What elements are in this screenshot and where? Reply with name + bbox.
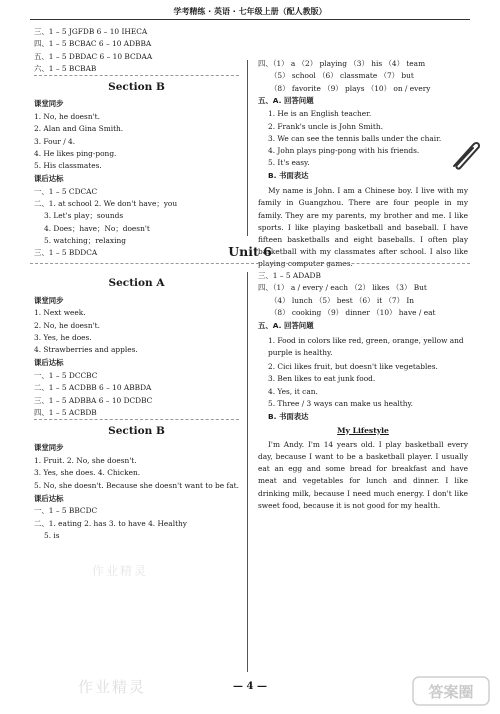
answer-line: （5） school （6） classmate （7） but bbox=[270, 71, 414, 81]
subhead-ketang: 课堂同步 bbox=[34, 443, 64, 453]
answer-line: 五、1 – 5 DBDAC 6 – 10 BCDAA bbox=[34, 51, 153, 61]
answer-line: 二、1. at school 2. We don't have；you bbox=[34, 199, 178, 209]
answer-line: 1. Food in colors like red, green, orange, yellow and purple is healthy. bbox=[268, 335, 464, 358]
answer-line: 1. He is an English teacher. bbox=[268, 109, 372, 119]
answer-line: 4. Strawberries and apples. bbox=[34, 345, 138, 355]
answer-line: 六、1 – 5 BCBAB bbox=[34, 63, 97, 73]
unit-rule bbox=[30, 263, 470, 264]
answer-line: 3. Let's play；sounds bbox=[44, 211, 124, 221]
answer-line: 一、1 – 5 DCCBC bbox=[34, 371, 98, 381]
answer-line: （4） lunch （5） best （6） it （7） In bbox=[270, 295, 415, 305]
section-title: Section B bbox=[34, 425, 239, 438]
answer-line: 5. is bbox=[44, 530, 60, 540]
answer-line: 三、1 – 5 JGFDB 6 – 10 IHECA bbox=[34, 27, 148, 36]
subhead-kehou: 课后达标 bbox=[34, 174, 64, 184]
unit5-right-column bbox=[258, 60, 468, 273]
answer-line: 三、1 – 5 ADADB bbox=[258, 271, 321, 280]
answer-line: 四、1 – 5 BCBAC 6 – 10 ADBBA bbox=[34, 39, 152, 49]
answer-line: 三、1 – 5 ADBBA 6 – 10 DCDBC bbox=[34, 395, 153, 405]
watermark-stamp-text: 答案圈 bbox=[428, 683, 474, 701]
column-divider bbox=[247, 60, 248, 236]
answer-line: 5. It's easy. bbox=[268, 158, 310, 168]
answer-line: 一、1 – 5 BBCDC bbox=[34, 506, 98, 516]
answer-line: 3. Four / 4. bbox=[34, 136, 76, 146]
subhead-b: B. 书面表达 bbox=[268, 411, 309, 421]
answer-line: 5. His classmates. bbox=[34, 161, 102, 171]
unit6-right-column bbox=[258, 272, 468, 514]
answer-line: 2. Alan and Gina Smith. bbox=[34, 124, 124, 134]
unit5-left-column bbox=[34, 28, 239, 262]
answer-line: 2. No, he doesn't. bbox=[34, 320, 100, 330]
answer-line: 1. No, he doesn't. bbox=[34, 112, 100, 122]
answer-line: 5. No, she doesn't. Because she doesn't want to be fat. bbox=[34, 480, 239, 490]
essay-title: My Lifestyle bbox=[337, 425, 389, 435]
page-number: — 4 — bbox=[233, 681, 267, 692]
answer-line: （8） cooking （9） dinner （10） have / eat bbox=[270, 307, 436, 317]
column-divider bbox=[247, 272, 248, 672]
watermark-stamp bbox=[412, 674, 490, 708]
answer-line: 2. Frank's uncle is John Smith. bbox=[268, 121, 383, 131]
answer-line: 4. Yes, it can. bbox=[268, 386, 318, 396]
subhead-ketang: 课堂同步 bbox=[34, 295, 64, 305]
subhead-b: B. 书面表达 bbox=[268, 171, 309, 181]
answer-line: 3. Ben likes to eat junk food. bbox=[268, 374, 376, 384]
answer-line: 四、1 – 5 ACBDB bbox=[34, 407, 97, 417]
essay-paragraph: My name is John. I am a Chinese boy. I live with my family in Guangzhou. There are four people in my family. They are my parents, my brother and me. I like sports. I like playing basketball and baseball. I have fifteen basketballs and eight baseballs. I often play basketball with my classmates after school. I also like playing computer games. bbox=[258, 186, 468, 269]
page-header: 学考精练 · 英语 · 七年级上册（配人教版） bbox=[173, 7, 327, 16]
unit-title: Unit 6 bbox=[228, 244, 272, 259]
subhead-kehou: 课后达标 bbox=[34, 493, 64, 503]
answer-line: 3. Yes, he does. bbox=[34, 333, 92, 342]
answer-line: 四、（1） a / every / each （2） likes （3） But bbox=[258, 283, 427, 293]
answer-line: 3. We can see the tennis balls under the chair. bbox=[268, 133, 442, 143]
answer-line: 一、1 – 5 CDCAC bbox=[34, 186, 98, 196]
answer-line: （8） favorite （9） plays （10） on / every bbox=[270, 83, 431, 93]
section-title: Section B bbox=[34, 81, 239, 94]
section-title: Section A bbox=[108, 277, 165, 289]
answer-line: 5. watching；relaxing bbox=[44, 236, 126, 246]
subhead-kehou: 课后达标 bbox=[34, 358, 64, 368]
watermark-text: 作业精灵 bbox=[92, 564, 149, 578]
answer-line: 4. He likes ping-pong. bbox=[34, 148, 117, 158]
answer-line: 4. John plays ping-pong with his friends. bbox=[268, 146, 420, 156]
answer-line: 三、1 – 5 BDDCA bbox=[34, 248, 98, 258]
answer-line: 4. Does；have；No；doesn't bbox=[44, 223, 150, 233]
answer-line: 2. Cici likes fruit, but doesn't like vegetables. bbox=[268, 362, 438, 372]
unit6-left-column bbox=[34, 270, 239, 544]
paperclip-icon bbox=[448, 138, 482, 172]
answer-line: 二、1. eating 2. has 3. to have 4. Healthy bbox=[34, 518, 187, 528]
answer-line: 3. Yes, she does. 4. Chicken. bbox=[34, 468, 141, 478]
answer-line: 二、1 – 5 ACDBB 6 – 10 ABBDA bbox=[34, 383, 152, 393]
watermark-text: 作业精灵 bbox=[78, 678, 147, 696]
answer-line: 5. Three / 3 ways can make us healthy. bbox=[268, 398, 414, 408]
header-rule bbox=[30, 19, 470, 20]
answer-line: 1. Fruit. 2. No, she doesn't. bbox=[34, 456, 137, 466]
subhead-wu: 五、A. 回答问题 bbox=[258, 96, 314, 106]
subhead-ketang: 课堂同步 bbox=[34, 99, 64, 109]
answer-line: 四、（1） a （2） playing （3） his （4） team bbox=[258, 59, 426, 68]
subhead-wu: 五、A. 回答问题 bbox=[258, 320, 314, 330]
answer-line: 1. Next week. bbox=[34, 308, 86, 318]
essay-paragraph: I'm Andy. I'm 14 years old. I play basketball every day, because I want to be a basketball player. I usually eat an egg and some bread for breakfast and have meat and vegetables for lunch and dinner. I like drinking milk, because I need much energy. I don't like sweet food, because it is not good for my health. bbox=[258, 439, 468, 510]
